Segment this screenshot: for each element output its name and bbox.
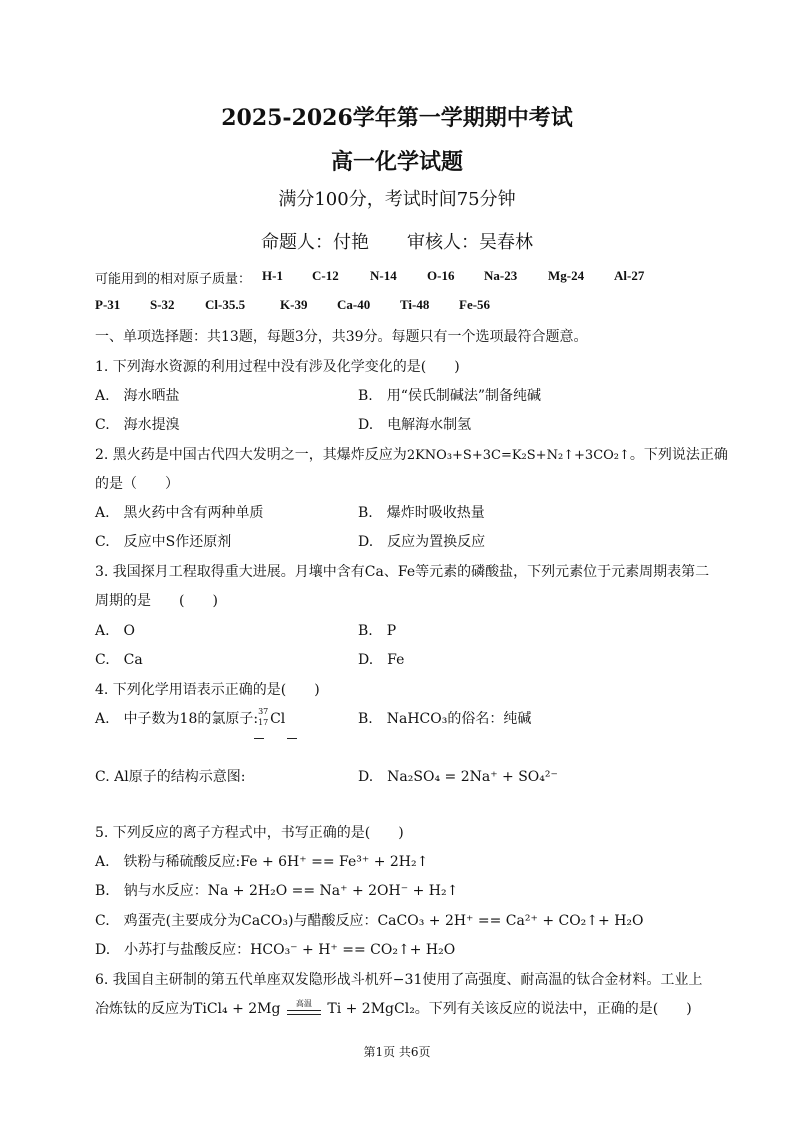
question-1-stem: 1. 下列海水资源的利用过程中没有涉及化学变化的是( ): [95, 359, 460, 375]
atom-mass: Cl-35.5: [205, 297, 246, 312]
q2-option-d: D. 反应为置换反应: [358, 534, 486, 550]
score-time: 满分100分，考试时间75分钟: [278, 189, 516, 210]
atom-mass: O-16: [427, 268, 455, 283]
authors: [0, 228, 794, 254]
atom-mass: N-14: [370, 268, 397, 283]
atom-mass: Ti-48: [400, 297, 430, 312]
q2-stem-post: 。下列说法正确: [629, 447, 728, 463]
atom-mass: Ca-40: [337, 297, 371, 312]
question-5-stem: 5. 下列反应的离子方程式中，书写正确的是( ): [95, 825, 404, 841]
atom-mass: Al-27: [614, 268, 645, 283]
question-6-stem: 6. 我国自主研制的第五代单座双发隐形战斗机歼−31使用了高强度、耐高温的钛合金材料。工业上: [95, 972, 703, 988]
q3-option-c: C. Ca: [95, 652, 143, 668]
reviewer: 审核人：吴春林: [407, 232, 533, 253]
q4-option-b: B. NaHCO₃的俗名：纯碱: [358, 711, 532, 727]
q4-option-a: [95, 708, 285, 728]
q2-option-c: C. 反应中S作还原剂: [95, 534, 232, 550]
q3-option-a: A. O: [95, 623, 136, 639]
atomic-mass-label: 可能用到的相对原子质量：: [95, 272, 252, 287]
q5-option-a: A. 铁粉与稀硫酸反应:Fe + 6H⁺ == Fe³⁺ + 2H₂↑: [95, 854, 429, 870]
atom-mass: C-12: [312, 268, 339, 283]
question-3-stem-cont: 周期的是 ( ): [95, 593, 218, 609]
exam-title: 2025-2026学年第一学期期中考试: [221, 105, 573, 131]
page-number: 第1页 共6页: [363, 1045, 431, 1059]
q4-option-c: C. Al原子的结构示意图:: [95, 769, 246, 785]
section-heading: 一、单项选择题：共13题，每题3分，共39分。每题只有一个选项最符合题意。: [95, 329, 588, 345]
atom-mass: H-1: [262, 268, 283, 283]
setter: 命题人：付艳: [261, 232, 369, 253]
atom-mass: S-32: [150, 297, 175, 312]
q2-option-a: A. 黑火药中含有两种单质: [95, 505, 264, 521]
question-4-stem: 4. 下列化学用语表示正确的是( ): [95, 682, 320, 698]
question-2-stem: [95, 444, 728, 464]
question-2-stem-cont: 的是（ ）: [95, 476, 179, 492]
q6-stem-pre: 冶炼钛的反应为TiCl₄ + 2Mg: [95, 1001, 281, 1017]
q5-option-b: B. 钠与水反应：Na + 2H₂O == Na⁺ + 2OH⁻ + H₂↑: [95, 883, 459, 899]
q1-option-a: A. 海水晒盐: [95, 388, 180, 404]
underline-mark: [287, 738, 297, 739]
atom-mass: Na-23: [484, 268, 518, 283]
atom-mass: Mg-24: [548, 268, 585, 283]
atom-mass: P-31: [95, 297, 121, 312]
q5-option-d: D. 小苏打与盐酸反应：HCO₃⁻ + H⁺ == CO₂↑+ H₂O: [95, 942, 456, 958]
q1-option-b: B. 用“侯氏制碱法”制备纯碱: [358, 388, 542, 404]
q6-stem-post: Ti + 2MgCl₂。下列有关该反应的说法中，正确的是( ): [327, 1001, 692, 1017]
underline-mark: [254, 738, 264, 739]
isotope-symbol: Cl: [270, 711, 286, 727]
reaction-condition: 高温: [295, 999, 312, 1008]
atom-mass: Fe-56: [459, 297, 491, 312]
q4-option-a-text: A. 中子数为18的氯原子:: [95, 711, 259, 727]
q4-option-d: D. Na₂SO₄ = 2Na⁺ + SO₄²⁻: [358, 769, 558, 785]
isotope-mass-number: 37: [258, 707, 269, 716]
q3-option-b: B. P: [358, 623, 397, 639]
question-6-stem-cont: [95, 998, 692, 1018]
q1-option-c: C. 海水提溴: [95, 417, 180, 433]
q2-equation: 2KNO₃+S+3C=K₂S+N₂↑+3CO₂↑: [406, 448, 630, 463]
atom-mass: K-39: [280, 297, 308, 312]
q5-option-c: C. 鸡蛋壳(主要成分为CaCO₃)与醋酸反应：CaCO₃ + 2H⁺ == Ca²⁺ + CO₂↑+ H₂O: [95, 913, 644, 929]
q3-option-d: D. Fe: [358, 652, 405, 668]
exam-subtitle: 高一化学试题: [330, 149, 463, 175]
isotope-atomic-number: 17: [258, 718, 269, 727]
question-3-stem: 3. 我国探月工程取得重大进展。月壤中含有Ca、Fe等元素的磷酸盐，下列元素位于元素周期表第二: [95, 564, 710, 580]
q2-stem-pre: 2. 黑火药是中国古代四大发明之一，其爆炸反应为: [95, 447, 407, 463]
q2-option-b: B. 爆炸时吸收热量: [358, 505, 485, 521]
equals-line: [287, 1010, 321, 1015]
q1-option-d: D. 电解海水制氢: [358, 417, 472, 433]
